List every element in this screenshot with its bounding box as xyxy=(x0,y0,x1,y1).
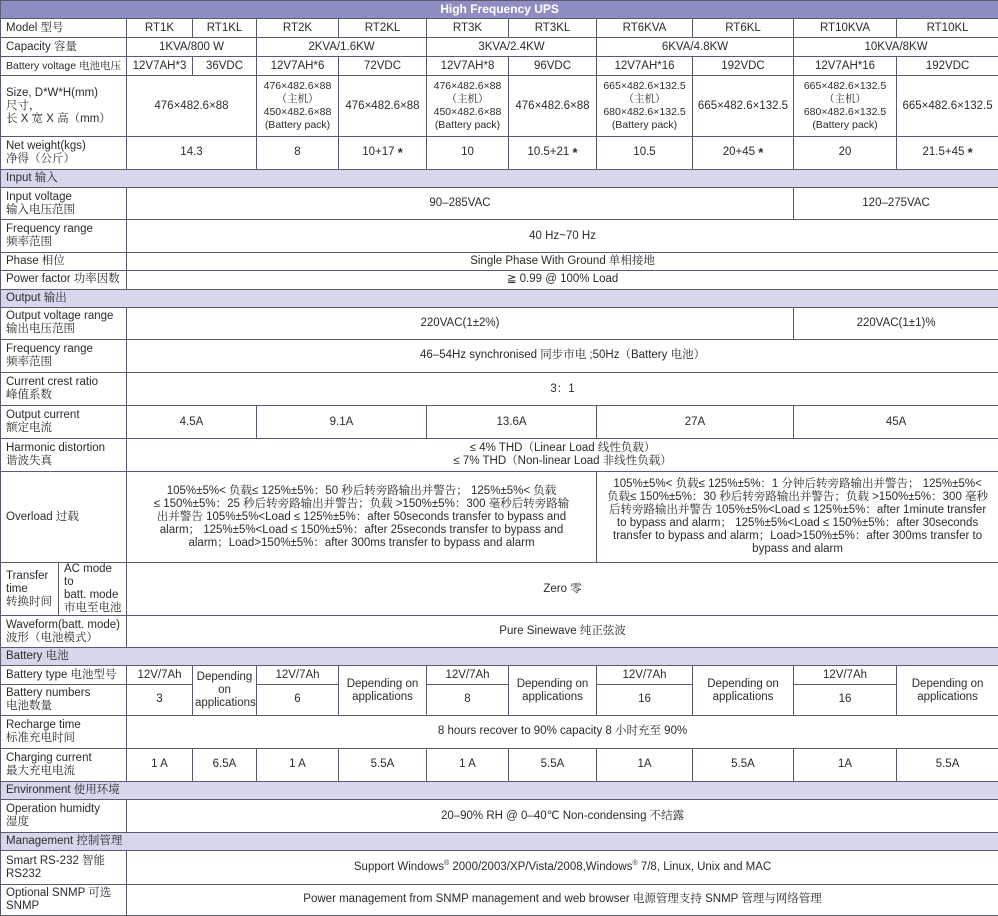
label-line: Waveform(batt. mode) xyxy=(6,618,120,631)
model-cell: RT1K xyxy=(127,19,193,38)
value-cell: ≧ 0.99 @ 100% Load xyxy=(127,271,998,289)
label-line: 输入电压范围 xyxy=(6,203,75,216)
line: on xyxy=(218,684,231,697)
value-cell: 9.1A xyxy=(257,406,427,439)
value-cell: 1 A xyxy=(427,748,509,781)
value-cell xyxy=(597,76,693,136)
value-cell: 46–54Hz synchronised 同步市电 ;50Hz（Battery 电池） xyxy=(127,339,998,372)
label-line: time xyxy=(6,582,28,595)
row-label: Battery type 电池型号 xyxy=(1,666,127,684)
row-label xyxy=(1,715,127,748)
value-cell: 220VAC(1±1)% xyxy=(794,307,998,339)
row-label xyxy=(1,800,127,833)
value-cell: 1A xyxy=(794,748,897,781)
value-cell xyxy=(509,666,597,715)
row-label: Overload 过载 xyxy=(1,472,127,562)
model-cell: RT6KL xyxy=(693,19,794,38)
value-cell: 476×482.6×88 xyxy=(339,76,427,136)
row-label xyxy=(1,372,127,405)
registered-mark: ® xyxy=(632,860,638,868)
line: （主机） xyxy=(276,93,319,106)
section-management xyxy=(1,833,998,851)
value-cell xyxy=(509,136,597,169)
value-cell: 20–90% RH @ 0–40℃ Non-condensing 不结露 xyxy=(127,800,998,833)
line: 680×482.6×132.5 xyxy=(803,106,887,119)
model-cell: RT2KL xyxy=(339,19,427,38)
capacity-cell: 6KVA/4.8KW xyxy=(597,38,794,57)
label-line: SNMP xyxy=(6,899,40,912)
value-cell: 476×482.6×88 xyxy=(127,76,257,136)
harmonic-row xyxy=(1,439,998,472)
line: 出并警告 105%±5%<Load ≤ 125%±5%：after 50seconds transfer to bypass and xyxy=(156,510,567,523)
label-line: Recharge time xyxy=(6,718,81,731)
value-cell: 13.6A xyxy=(427,406,597,439)
value-cell: 5.5A xyxy=(509,748,597,781)
label-line: 峰值系数 xyxy=(6,389,52,402)
row-label xyxy=(1,307,127,339)
value-cell: 96VDC xyxy=(509,57,597,76)
label-line: Charging current xyxy=(6,751,92,764)
value-cell: 12V7AH*16 xyxy=(794,57,897,76)
label-line: 市电至电池 xyxy=(64,602,122,615)
input-frequency-row xyxy=(1,220,998,253)
capacity-cell: 2KVA/1.6KW xyxy=(257,38,427,57)
capacity-cell: 1KVA/800 W xyxy=(127,38,257,57)
output-frequency-row xyxy=(1,339,998,372)
row-label: Capacity 容量 xyxy=(1,38,127,57)
value-cell: 192VDC xyxy=(897,57,998,76)
title-row xyxy=(1,1,998,19)
value-cell xyxy=(193,666,257,715)
line: Depending on xyxy=(707,677,779,690)
label-line: 波形（电池模式） xyxy=(6,631,98,644)
value-text: 20+45 xyxy=(722,146,756,159)
value-text: 2000/2003/XP/Vista/2008,Windows xyxy=(449,861,633,874)
line: 476×482.6×88 xyxy=(263,80,332,93)
value-cell: 192VDC xyxy=(693,57,794,76)
value-cell: 8 xyxy=(257,136,339,169)
section-header: Battery 电池 xyxy=(1,648,998,666)
input-voltage-row xyxy=(1,187,998,219)
battery-numbers-row xyxy=(1,684,998,715)
overload-text-left xyxy=(127,472,597,562)
value-cell: 12V7AH*6 xyxy=(257,57,339,76)
row-label xyxy=(1,684,127,715)
section-environment xyxy=(1,782,998,800)
value-cell: 665×482.6×132.5 xyxy=(693,76,794,136)
row-label xyxy=(1,76,127,136)
value-cell: 5.5A xyxy=(339,748,427,781)
model-cell: RT10KL xyxy=(897,19,998,38)
value-cell: 27A xyxy=(597,406,794,439)
value-cell: 1A xyxy=(597,748,693,781)
value-cell: 8 hours recover to 90% capacity 8 小时充至 90% xyxy=(127,715,998,748)
value-cell: 12V/7Ah xyxy=(257,666,339,684)
battery-voltage-row xyxy=(1,57,998,76)
value-cell: 90–285VAC xyxy=(127,187,794,219)
value-cell xyxy=(693,666,794,715)
line: applications xyxy=(195,697,256,710)
line: 负载≤ 150%±5%：30 秒后转旁路输出并警告；负载 >150%±5%：300 毫秒 xyxy=(607,491,989,504)
line: (Battery pack) xyxy=(611,119,678,132)
value-cell: Power management from SNMP management and web browser 电源管理支持 SNMP 管理与网络管理 xyxy=(127,884,998,915)
value-cell: 3 xyxy=(127,684,193,715)
transfer-row xyxy=(1,562,998,615)
value-cell xyxy=(127,439,998,472)
value-cell: 12V/7Ah xyxy=(597,666,693,684)
line: alarm；Load>150%±5%：after 300ms transfer to bypass and alarm xyxy=(188,536,535,549)
label-line: 湿度 xyxy=(6,816,29,829)
line: ≤ 4% THD（Linear Load 线性负载） xyxy=(469,442,656,455)
row-label xyxy=(1,562,59,615)
value-cell: 3：1 xyxy=(127,372,998,405)
label-line: 净得（公斤） xyxy=(6,152,75,165)
capacity-cell: 10KVA/8KW xyxy=(794,38,998,57)
line: applications xyxy=(352,690,413,703)
value-cell: 16 xyxy=(794,684,897,715)
label-line: 频率范围 xyxy=(6,236,52,249)
label-line: Frequency range xyxy=(6,342,93,355)
value-cell: 5.5A xyxy=(897,748,998,781)
value-cell xyxy=(794,76,897,136)
waveform-row xyxy=(1,616,998,648)
line: applications xyxy=(522,690,583,703)
row-label xyxy=(1,439,127,472)
value-cell: 40 Hz~70 Hz xyxy=(127,220,998,253)
value-cell: 16 xyxy=(597,684,693,715)
output-voltage-row xyxy=(1,307,998,339)
charging-row xyxy=(1,748,998,781)
model-cell: RT6KVA xyxy=(597,19,693,38)
model-cell: RT1KL xyxy=(193,19,257,38)
value-cell: 12V7AH*3 xyxy=(127,57,193,76)
row-label xyxy=(1,220,127,253)
section-battery xyxy=(1,648,998,666)
value-cell: Single Phase With Ground 单相接地 xyxy=(127,253,998,271)
section-output xyxy=(1,289,998,307)
output-current-row xyxy=(1,406,998,439)
crest-ratio-row xyxy=(1,372,998,405)
row-label: Power factor 功率因数 xyxy=(1,271,127,289)
value-cell xyxy=(897,666,998,715)
value-cell xyxy=(339,136,427,169)
line: 450×482.6×88 xyxy=(433,106,502,119)
asterisk: * xyxy=(397,145,403,161)
label-line: 尺寸， xyxy=(6,99,41,112)
value-cell xyxy=(127,851,998,884)
rs232-row xyxy=(1,851,998,884)
line: (Battery pack) xyxy=(264,119,331,132)
label-line: Smart RS-232 智能 xyxy=(6,854,106,867)
line: Depending on xyxy=(516,677,589,690)
label-line: 转换时间 xyxy=(6,595,52,608)
line: ≤ 150%±5%：25 秒后转旁路输出并警告；负载 >150%±5%：300 毫秒后转旁路输 xyxy=(153,497,570,510)
value-cell: Zero 零 xyxy=(127,562,998,615)
value-cell: 220VAC(1±2%) xyxy=(127,307,794,339)
line: 680×482.6×132.5 xyxy=(603,106,686,119)
line: (Battery pack) xyxy=(434,119,501,132)
line: applications xyxy=(712,690,774,703)
row-label xyxy=(1,339,127,372)
value-cell: 12V7AH*8 xyxy=(427,57,509,76)
line: ≤ 7% THD（Non-linear Load 非线性负载） xyxy=(453,455,672,468)
value-cell xyxy=(257,76,339,136)
row-label xyxy=(1,748,127,781)
label-line: Current crest ratio xyxy=(6,376,99,389)
section-header: Output 输出 xyxy=(1,289,998,307)
label-line: 最大充电电流 xyxy=(6,764,75,777)
line: to bypass and alarm； 125%±5%<Load ≤ 150%±5%：after 30seconds xyxy=(616,517,979,530)
section-header: Management 控制管理 xyxy=(1,833,998,851)
value-cell: 5.5A xyxy=(693,748,794,781)
line: 665×482.6×132.5 xyxy=(603,80,686,93)
row-sublabel xyxy=(59,562,127,615)
snmp-row xyxy=(1,884,998,915)
overload-text-right xyxy=(597,472,998,562)
value-cell xyxy=(427,76,509,136)
row-label xyxy=(1,187,127,219)
value-cell: 12V/7Ah xyxy=(794,666,897,684)
line: 后转旁路输出并警告 105%±5%<Load ≤ 125%±5%：after 1minute transfer xyxy=(608,504,987,517)
line: applications xyxy=(917,690,978,703)
value-cell: 8 xyxy=(427,684,509,715)
value-cell: 12V/7Ah xyxy=(127,666,193,684)
value-cell: 6.5A xyxy=(193,748,257,781)
row-label xyxy=(1,616,127,648)
size-row xyxy=(1,76,998,136)
value-text: Support Windows xyxy=(353,861,445,874)
value-text: 10+17 xyxy=(362,146,395,159)
line: alarm； 125%±5%<Load ≤ 150%±5%：after 25seconds transfer to bypass and xyxy=(159,523,564,536)
phase-row xyxy=(1,253,998,271)
asterisk: * xyxy=(758,145,764,161)
row-label xyxy=(1,884,127,915)
value-cell: 1 A xyxy=(127,748,193,781)
section-header: Environment 使用环境 xyxy=(1,782,998,800)
weight-row xyxy=(1,136,998,169)
label-line: AC mode to xyxy=(64,563,112,589)
label-line: Frequency range xyxy=(6,223,93,236)
label-line: Harmonic distortion xyxy=(6,442,106,455)
section-input xyxy=(1,169,998,187)
label-line: Net weight(kgs) xyxy=(6,139,86,152)
row-label: Phase 相位 xyxy=(1,253,127,271)
line: transfer to bypass and alarm；Load>150%±5%：after 300ms transfer to xyxy=(613,530,983,543)
model-cell: RT3KL xyxy=(509,19,597,38)
line: bypass and alarm xyxy=(752,543,843,556)
asterisk: * xyxy=(572,145,578,161)
model-cell: RT10KVA xyxy=(794,19,897,38)
label-line: Operation humidty xyxy=(6,803,100,816)
humidity-row xyxy=(1,800,998,833)
row-label xyxy=(1,136,127,169)
model-cell: RT3K xyxy=(427,19,509,38)
label-line: 输出电压范围 xyxy=(6,323,75,336)
value-cell: Pure Sinewave 纯正弦波 xyxy=(127,616,998,648)
label-line: Output current xyxy=(6,409,80,422)
label-line: 谐波失真 xyxy=(6,455,52,468)
model-cell: RT2K xyxy=(257,19,339,38)
value-cell: 1 A xyxy=(257,748,339,781)
line: （主机） xyxy=(446,93,489,106)
line: 105%±5%< 负载≤ 125%±5%：1 分钟后转旁路输出并警告； 125%±5%< xyxy=(613,478,982,491)
row-label xyxy=(1,406,127,439)
value-cell: 476×482.6×88 xyxy=(509,76,597,136)
row-label: Model 型号 xyxy=(1,19,127,38)
line: Depending on xyxy=(346,677,419,690)
label-line: batt. mode xyxy=(64,589,119,602)
line: 665×482.6×132.5 xyxy=(803,80,887,93)
row-label xyxy=(1,851,127,884)
power-factor-row xyxy=(1,271,998,289)
line: Depending xyxy=(196,671,253,684)
label-line: RS232 xyxy=(6,867,42,880)
line: （主机） xyxy=(824,93,866,106)
row-label: Battery voltage 电池电压 xyxy=(1,57,127,76)
label-line: Battery numbers xyxy=(6,686,91,699)
label-line: Optional SNMP 可选 xyxy=(6,886,112,899)
value-text: 7/8, Linux, Unix and MAC xyxy=(637,861,772,874)
value-cell: 10 xyxy=(427,136,509,169)
label-line: Size, D*W*H(mm) xyxy=(6,86,98,99)
value-cell: 4.5A xyxy=(127,406,257,439)
value-cell: 10.5 xyxy=(597,136,693,169)
value-cell xyxy=(897,136,998,169)
value-cell: 12V7AH*16 xyxy=(597,57,693,76)
label-line: 标准充电时间 xyxy=(6,731,75,744)
value-cell: 12V/7Ah xyxy=(427,666,509,684)
value-cell: 14.3 xyxy=(127,136,257,169)
asterisk: * xyxy=(967,145,973,161)
value-cell: 665×482.6×132.5 xyxy=(897,76,998,136)
section-header: Input 输入 xyxy=(1,169,998,187)
model-row xyxy=(1,19,998,38)
line: (Battery pack) xyxy=(812,119,878,132)
overload-row xyxy=(1,472,998,562)
recharge-row xyxy=(1,715,998,748)
label-line: 额定电流 xyxy=(6,422,52,435)
label-line: Input voltage xyxy=(6,190,72,203)
label-line: 电池数量 xyxy=(6,699,52,712)
capacity-cell: 3KVA/2.4KW xyxy=(427,38,597,57)
label-line: 频率范围 xyxy=(6,355,52,368)
capacity-row xyxy=(1,38,998,57)
line: Depending on xyxy=(911,677,984,690)
value-cell: 20 xyxy=(794,136,897,169)
value-cell: 72VDC xyxy=(339,57,427,76)
value-text: 21.5+45 xyxy=(922,146,965,159)
line: （主机） xyxy=(623,93,666,106)
line: 105%±5%< 负载≤ 125%±5%：50 秒后转旁路输出并警告； 125%±5%< 负载 xyxy=(166,484,557,497)
value-cell xyxy=(693,136,794,169)
value-cell: 36VDC xyxy=(193,57,257,76)
table-title: High Frequency UPS xyxy=(1,1,998,19)
label-line: Transfer xyxy=(6,569,49,582)
registered-mark: ® xyxy=(444,860,450,868)
battery-type-row xyxy=(1,666,998,684)
line: 450×482.6×88 xyxy=(263,106,332,119)
value-cell: 120–275VAC xyxy=(794,187,998,219)
line: 476×482.6×88 xyxy=(433,80,502,93)
value-cell: 45A xyxy=(794,406,998,439)
value-text: 10.5+21 xyxy=(527,146,570,159)
value-cell xyxy=(339,666,427,715)
label-line: 长 X 宽 X 高（mm） xyxy=(6,112,111,125)
value-cell: 6 xyxy=(257,684,339,715)
label-line: Output voltage range xyxy=(6,310,114,323)
